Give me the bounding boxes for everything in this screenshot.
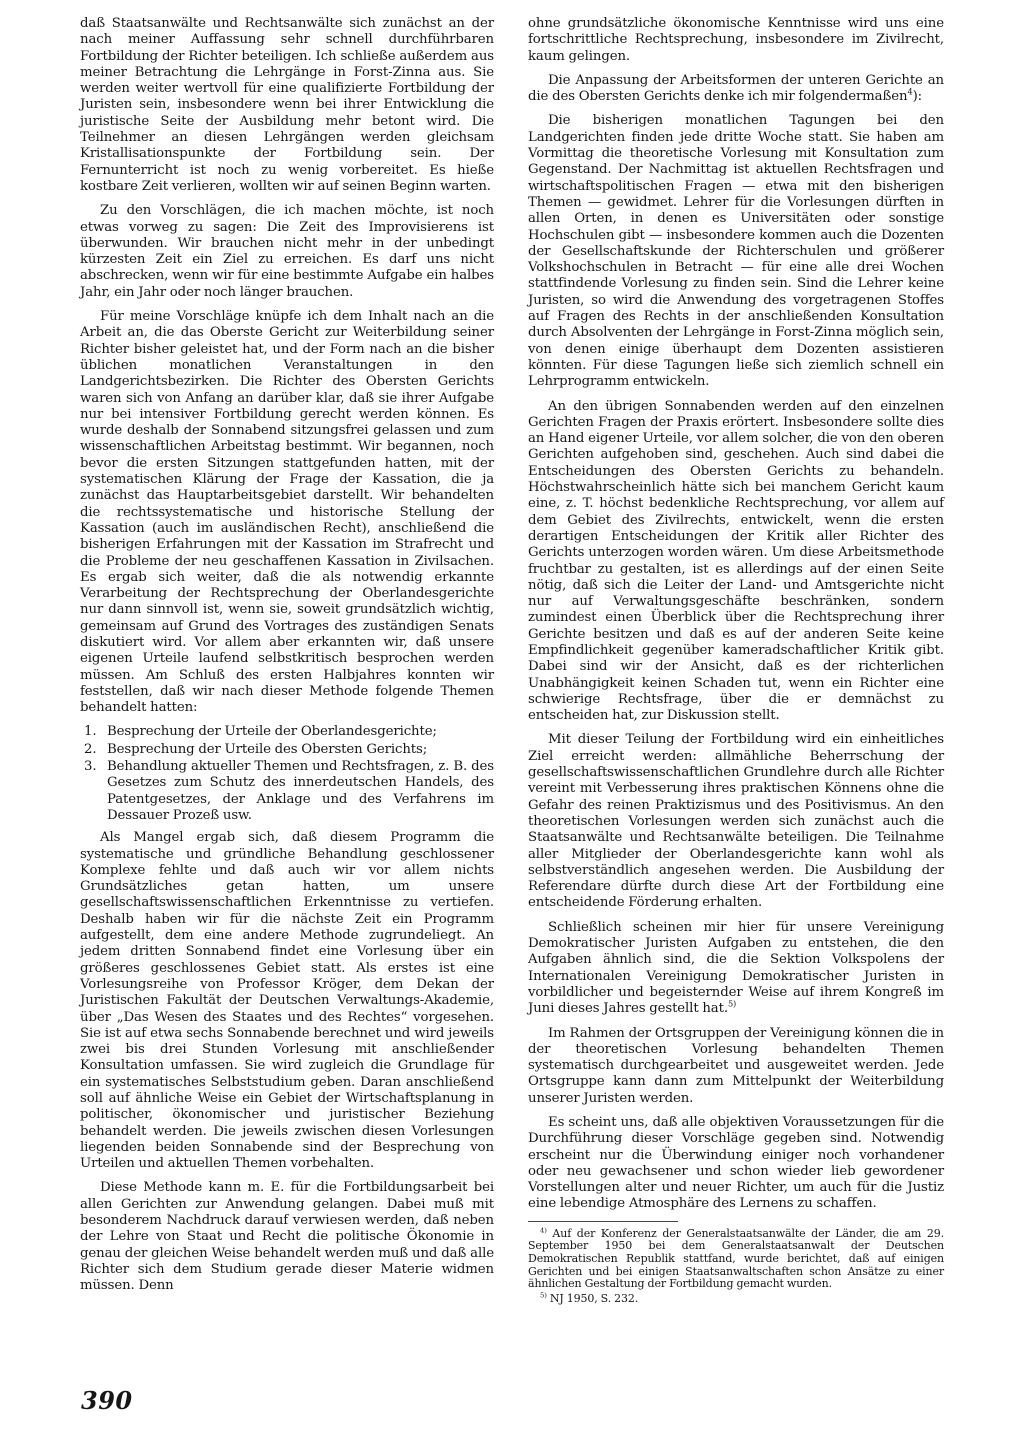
paragraph: Zu den Vorschlägen, die ich machen möchte, ist noch etwas vorweg zu sagen: Die Zeit des Improvisierens ist überwunden. Wir brauchen nicht mehr in der unbedingt kürzesten Zeit ein Ziel zu erreichen. Es darf uns nicht abschrecken, wenn wir für eine bestimmte Aufgabe ein halbes Jahr, ein Jahr oder noch länger brauchen. <box>80 203 494 300</box>
list-text: Besprechung der Urteile der Oberlandesgerichte; <box>107 724 437 740</box>
paragraph-text: Schließlich scheinen mir hier für unsere Vereinigung Demokratischer Juristen Aufgaben zu entstehen, die den Aufgaben ähnlich sind, die die Sektion Volkspolens der Internationalen Vereinigung Demokratischer Juristen in vorbildlicher und begeisternder Weise auf ihrem Kongreß im Juni dieses Jahres gestellt hat. <box>528 919 944 1017</box>
paragraph: Mit dieser Teilung der Fortbildung wird ein einheitliches Ziel erreicht werden: allmähliche Beherrschung der gesellschaftswissenschaftlichen Grundlehre durch alle Richter vereint mit Verbesserung ihres praktischen Könnens ohne die Gefahr des reinen Praktizismus und des Positivismus. An den theoretischen Vorlesungen werden sich zunächst auch die Staatsanwälte und Rechtsanwälte beteiligen. Die Teilnahme aller Mitglieder der Oberlandesgerichte kann wohl als selbstverständlich angesehen werden. Die Ausbildung der Referendare dürfte durch diese Art der Fortbildung eine entscheidende Förderung erhalten. <box>528 732 944 911</box>
footnote-text: NJ 1950, S. 232. <box>549 1291 639 1305</box>
footnote <box>528 1293 944 1306</box>
page-number: 390 <box>81 1386 133 1415</box>
footnote-marker: 4) <box>540 1226 547 1235</box>
paragraph-text-end: ): <box>912 89 922 105</box>
footnote-marker: 5) <box>540 1291 547 1300</box>
list-number: 1. <box>84 724 97 740</box>
numbered-list <box>80 724 494 824</box>
paragraph <box>528 920 944 1018</box>
list-item <box>80 724 494 740</box>
list-number: 3. <box>84 759 97 775</box>
paragraph: daß Staatsanwälte und Rechtsanwälte sich zunächst an der nach meiner Auffassung sehr schnell durchführbaren Fortbildung der Richter beteiligen. Ich schließe außerdem aus meiner Betrachtung die Lehrgänge in Forst-Zinna aus. Sie werden weiter wertvoll für eine qualifizierte Fortbildung der Juristen sein, insbesondere wenn bei ihrer Entwicklung die juristische Seite der Ausbildung mehr betont wird. Die Teilnehmer an diesen Lehrgängen werden gleichsam Kristallisationspunkte der Fortbildung sein. Der Fernunterricht ist noch zu wenig vorbereitet. Es hieße kostbare Zeit verlieren, wollten wir auf seinen Beginn warten. <box>80 16 494 194</box>
paragraph: Diese Methode kann m. E. für die Fortbildungsarbeit bei allen Gerichten zur Anwendung gelangen. Dabei muß mit besonderem Nachdruck darauf verwiesen werden, daß neben der Lehre von Staat und Recht die politische Ökonomie in genau der gleichen Weise behandelt werden muß und daß alle Richter sich dem Studium gerade dieser Materie widmen müssen. Denn <box>80 1180 494 1294</box>
list-item <box>80 759 494 824</box>
paragraph: Es scheint uns, daß alle objektiven Voraussetzungen für die Durchführung dieser Vorschläge gegeben sind. Notwendig erscheint nur die Überwindung einiger noch vorhandener oder neu gewachsener und schon wieder lieb gewordener Vorstellungen alter und neuer Richter, um auch für die Justiz eine lebendige Atmosphäre des Lernens zu schaffen. <box>528 1115 944 1212</box>
footnote <box>528 1228 944 1291</box>
footnotes <box>528 1228 944 1306</box>
list-number: 2. <box>84 741 97 757</box>
paragraph: An den übrigen Sonnabenden werden auf den einzelnen Gerichten Fragen der Praxis erörtert. Insbesondere sollte dies an Hand eigener Urteile, vor allem solcher, die von den oberen Gerichten aufgehoben sind, geschehen. Auch sind dabei die Entscheidungen des Obersten Gerichts zu behandeln. Höchstwahrscheinlich hätte sich bei manchem Gericht kaum eine, z. T. höchst bedenkliche Rechtsprechung, vor allem auf dem Gebiet des Zivilrechts, entwickelt, wenn die ersten derartigen Entscheidungen der Kritik aller Richter des Gerichts unterzogen worden wären. Um diese Arbeitsmethode fruchtbar zu gestalten, ist es allerdings auf der einen Seite nötig, daß sich die Leiter der Land- und Amtsgerichte nicht nur auf Verwaltungsgeschäfte beschränken, sondern zumindest einen Überblick über die Rechtsprechung ihrer Gerichte besitzen und daß es auf der anderen Seite keine Empfindlichkeit gegenüber kameradschaftlicher Kritik gibt. Dabei sind wir der Ansicht, daß es der richterlichen Unabhängigkeit keinen Schaden tut, wenn ein Richter eine schwierige Rechtsfrage, über die er demnächst zu entscheiden hat, zur Diskussion stellt. <box>528 398 944 724</box>
list-text: Behandlung aktueller Themen und Rechtsfragen, z. B. des Gesetzes zum Schutz des innerdeutschen Handels, des Patentgesetzes, der Anklage und des Verfahrens im Dessauer Prozeß usw. <box>107 759 494 823</box>
paragraph: ohne grundsätzliche ökonomische Kenntnisse wird uns eine fortschrittliche Rechtsprechung, insbesondere im Zivilrecht, kaum gelingen. <box>528 16 944 64</box>
footnote-text: Auf der Konferenz der Generalstaatsanwälte der Länder, die am 29. September 1950 bei dem Generalstaatsanwalt der Deutschen Demokratischen Republik stattfand, wurde berichtet, daß auf einigen Gerichten und bei einigen Staatsanwaltschaften schon Ansätze zu einer ähnlichen Gestaltung der Fortbildung gemacht wurden. <box>528 1226 945 1291</box>
paragraph <box>528 73 944 106</box>
right-column <box>528 16 944 1307</box>
paragraph: Im Rahmen der Ortsgruppen der Vereinigung können die in der theoretischen Vorlesung behandelten Themen systematisch durchgearbeitet und ausgeweitet werden. Jede Ortsgruppe kann dann zum Mittelpunkt der Weiterbildung unserer Juristen werden. <box>528 1025 944 1106</box>
list-item <box>80 742 494 758</box>
paragraph: Als Mangel ergab sich, daß diesem Programm die systematische und gründliche Behandlung geschlossener Komplexe fehlte und daß auch wir vor allem nichts Grundsätzliches getan hatten, um unsere gesellschaftswissenschaftlichen Erkenntnisse zu vertiefen. Deshalb haben wir für die nächste Zeit ein Programm aufgestellt, dem eine andere Methode zugrundeliegt. An jedem dritten Sonnabend findet eine Vorlesung über ein größeres geschlossenes Gebiet statt. Als erstes ist eine Vorlesungsreihe von Professor Kröger, dem Dekan der Juristischen Fakultät der Deutschen Verwaltungs-Akademie, über „Das Wesen des Staates und des Rechtes“ vorgesehen. Sie ist auf etwa sechs Sonnabende berechnet und wird jeweils zwei bis drei Stunden Vorlesung mit anschließender Konsultation umfassen. Sie wird zugleich die Grundlage für ein systematisches Selbststudium geben. Daran anschließend soll auf ähnliche Weise ein Gebiet der Wirtschaftsplanung in politischer, ökonomischer und juristischer Beziehung behandelt werden. Die jeweils zwischen diesen Vorlesungen liegenden beiden Sonnabende sind der Besprechung von Urteilen und aktuellen Themen vorbehalten. <box>80 830 494 1172</box>
list-text: Besprechung der Urteile des Obersten Gerichts; <box>107 741 428 757</box>
left-column <box>80 16 494 1303</box>
paragraph-text: Die Anpassung der Arbeitsformen der unteren Gerichte an die des Obersten Gerichts denke ich mir folgendermaßen <box>528 72 944 105</box>
footnote-ref: 5) <box>727 998 737 1009</box>
footnote-divider <box>528 1221 678 1222</box>
paragraph: Für meine Vorschläge knüpfe ich dem Inhalt nach an die Arbeit an, die das Oberste Gericht zur Weiterbildung seiner Richter bisher geleistet hat, und der Form nach an die bisher üblichen monatlichen Veranstaltungen in den Landgerichtsbezirken. Die Richter des Obersten Gerichts waren sich von Anfang an darüber klar, daß sie ihrer Aufgabe nur bei intensiver Fortbildung gerecht werden können. Es wurde deshalb der Sonnabend sitzungsfrei gelassen und zum wissenschaftlichen Arbeitstag bestimmt. Wir begannen, noch bevor die ersten Sitzungen stattgefunden hatten, mit der systematischen Klärung der Frage der Kassation, die ja zunächst das Hauptarbeitsgebiet darstellt. Wir behandelten die rechtssystematische und historische Stellung der Kassation (auch im ausländischen Recht), anschließend die bisherigen Erfahrungen mit der Kassation im Strafrecht und die Probleme der neu geschaffenen Kassation in Zivilsachen. Es ergab sich weiter, daß die als notwendig erkannte Verarbeitung der Rechtsprechung der Oberlandesgerichte nur dann sinnvoll ist, wenn sie, soweit grundsätzlich wichtig, gemeinsam auf Grund des Vortrages des zuständigen Senats diskutiert wird. Vor allem aber erkannten wir, daß unsere eigenen Urteile laufend selbstkritisch besprochen werden müssen. Am Schluß des ersten Halbjahres konnten wir feststellen, daß wir nach dieser Methode folgende Themen behandelt hatten: <box>80 309 494 716</box>
footnote-ref: 4 <box>907 86 913 97</box>
paragraph: Die bisherigen monatlichen Tagungen bei den Landgerichten finden jede dritte Woche statt. Sie haben am Vormittag die theoretische Vorlesung mit Konsultation zum Gegenstand. Der Nachmittag ist aktuellen Rechtsfragen und wirtschaftspolitischen Fragen — etwa mit den bisherigen Themen — gewidmet. Lehrer für die Vorlesungen dürften in allen Orten, in denen es Universitäten oder sonstige Hochschulen gibt — insbesondere kommen auch die Dozenten der Gesellschaftskunde der Richterschulen und größerer Volkshochschulen in Betracht — für eine alle drei Wochen stattfindende Vorlesung zu finden sein. Sind die Lehrer keine Juristen, so wird die Anwendung des vorgetragenen Stoffes auf Fragen des Rechts in der anschließenden Konsultation durch Absolventen der Lehrgänge in Forst-Zinna möglich sein, von denen einige überhaupt dem Dozenten assistieren könnten. Für diese Tagungen ließe sich ziemlich schnell ein Lehrprogramm entwickeln. <box>528 113 944 390</box>
